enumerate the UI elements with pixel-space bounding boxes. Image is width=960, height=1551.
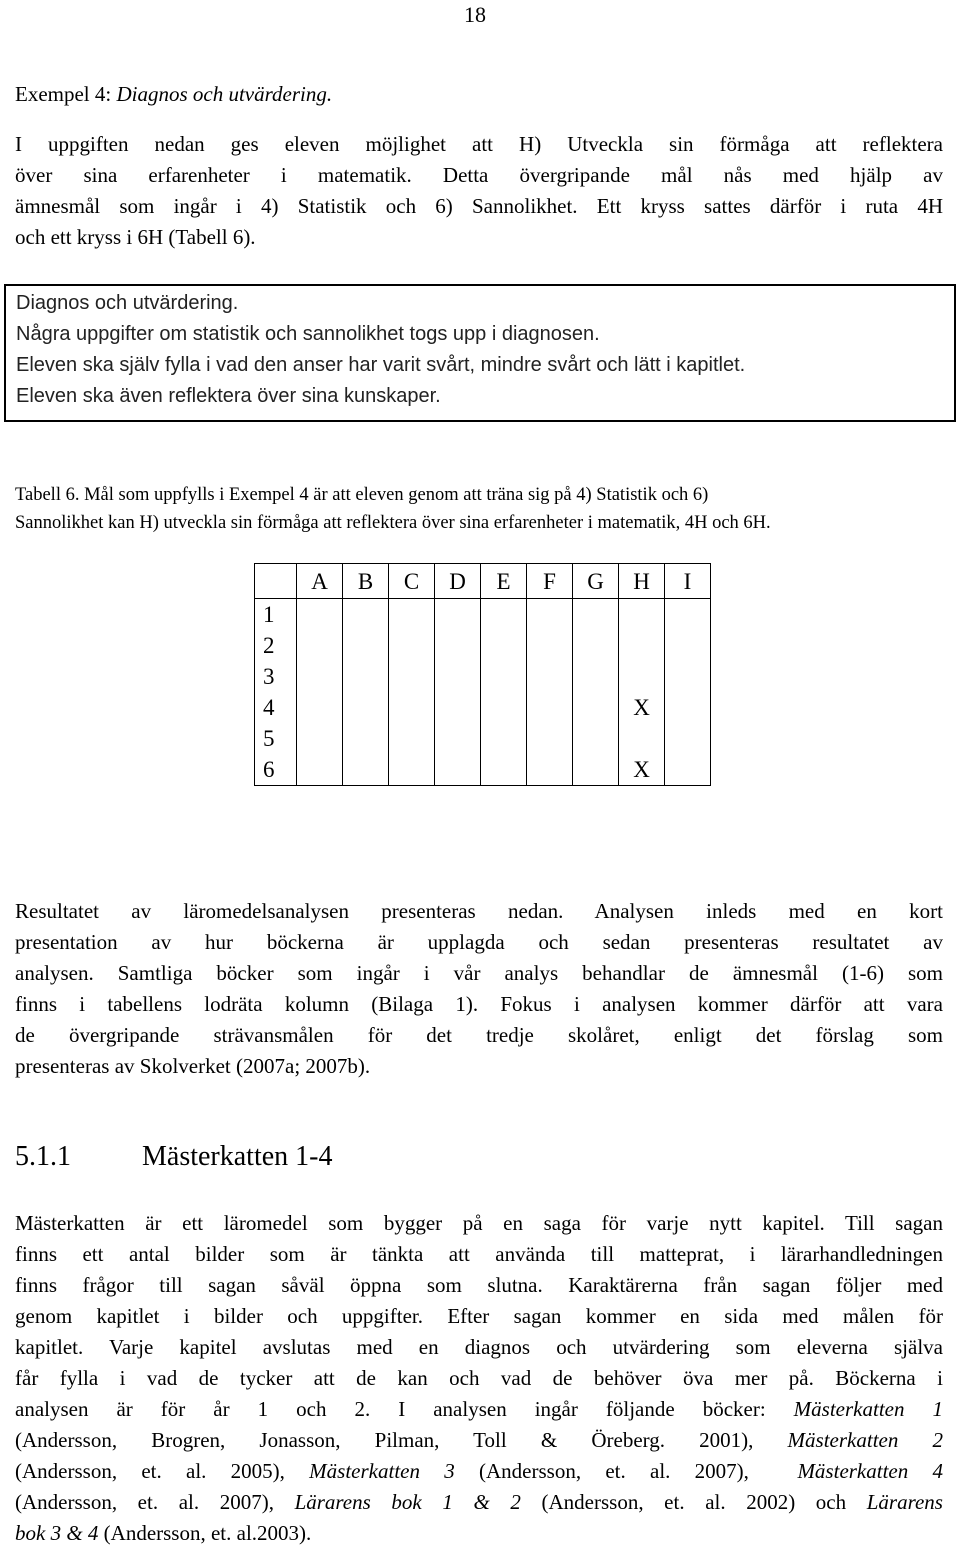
table-cell (527, 630, 573, 661)
table-cell (389, 692, 435, 723)
table-cell (527, 661, 573, 692)
column-header: I (665, 564, 711, 599)
text-run: (Andersson, et. al. 2007), (15, 1490, 295, 1514)
table-cell (619, 661, 665, 692)
text-run: (Andersson, et. al.2003). (98, 1521, 312, 1545)
table-cell (665, 599, 711, 631)
table-cell (573, 723, 619, 754)
results-line: presenteras av Skolverket (2007a; 2007b). (15, 1054, 371, 1078)
table-cell (435, 630, 481, 661)
goals-table (254, 563, 711, 786)
book-title: Lärarens (866, 1490, 943, 1514)
section-line: kapitlet. Varje kapitel avslutas med en diagnos och utvärdering som eleverna själva (15, 1335, 943, 1359)
table-cell (665, 661, 711, 692)
table-cell (297, 661, 343, 692)
box-line: Eleven ska även reflektera över sina kunskaper. (16, 385, 441, 407)
table-cell (435, 599, 481, 631)
table-cell (619, 723, 665, 754)
results-paragraph (15, 896, 943, 1082)
table-cell (665, 754, 711, 786)
results-line: Resultatet av läromedelsanalysen presenteras nedan. Analysen inleds med en kort (15, 899, 943, 923)
row-header: 2 (255, 630, 297, 661)
book-title: Mästerkatten 4 (797, 1459, 944, 1483)
results-line: analysen. Samtliga böcker som ingår i vår analys behandlar de ämnesmål (1-6) som (15, 961, 943, 985)
column-header: F (527, 564, 573, 599)
section-title: Mästerkatten 1-4 (142, 1141, 333, 1172)
section-number: 5.1.1 (15, 1141, 71, 1172)
section-line (15, 1487, 943, 1518)
table-cell (665, 723, 711, 754)
intro-line: I uppgiften nedan ges eleven möjlighet att H) Utveckla sin förmåga att reflektera (15, 132, 943, 156)
section-line: finns frågor till sagan såväl öppna som slutna. Karaktärerna från sagan följer med (15, 1273, 943, 1297)
table-cell (297, 723, 343, 754)
diagnosis-box (4, 284, 956, 422)
table-cell (665, 692, 711, 723)
table-cell (481, 723, 527, 754)
table-row (255, 630, 711, 661)
text-run: (Andersson, et. al. 2007), (454, 1459, 798, 1483)
table-cell (389, 754, 435, 786)
table-cell-mark: X (619, 754, 665, 786)
table-cell (297, 754, 343, 786)
table-cell (573, 692, 619, 723)
results-line: presentation av hur böckerna är upplagda och sedan presenteras resultatet av (15, 930, 943, 954)
column-header: H (619, 564, 665, 599)
section-line (15, 1425, 943, 1456)
page-number: 18 (464, 2, 486, 27)
row-header: 5 (255, 723, 297, 754)
intro-line: och ett kryss i 6H (Tabell 6). (15, 225, 256, 249)
table-cell (435, 754, 481, 786)
table-cell (481, 754, 527, 786)
table-cell (527, 754, 573, 786)
table-cell (297, 599, 343, 631)
intro-line: över sina erfarenheter i matematik. Detta övergripande mål nås med hjälp av (15, 163, 943, 187)
column-header: A (297, 564, 343, 599)
caption-line: Sannolikhet kan H) utveckla sin förmåga att reflektera över sina erfarenheter i matematik, 4H och 6H. (15, 513, 771, 533)
table-row (255, 599, 711, 631)
book-title: Mästerkatten 2 (787, 1428, 943, 1452)
text-run: (Andersson, et. al. 2002) och (520, 1490, 867, 1514)
intro-line: ämnesmål som ingår i 4) Statistik och 6) Sannolikhet. Ett kryss sattes därför i ruta 4H (15, 194, 943, 218)
book-title: Mästerkatten 1 (793, 1397, 943, 1421)
table-cell (435, 661, 481, 692)
table-cell (665, 630, 711, 661)
table-cell (481, 630, 527, 661)
table-cell (389, 599, 435, 631)
book-title: Lärarens bok 1 & 2 (294, 1490, 521, 1514)
table-cell (573, 661, 619, 692)
table-cell (527, 692, 573, 723)
section-paragraph (15, 1208, 943, 1549)
table-cell (343, 661, 389, 692)
example-title: Diagnos och utvärdering. (116, 82, 333, 106)
section-line: finns ett antal bilder som är tänkta att använda till matteprat, i lärarhandledningen (15, 1242, 943, 1266)
results-line: de övergripande strävansmålen för det tredje skolåret, enligt det förslag som (15, 1023, 943, 1047)
table-cell (573, 754, 619, 786)
table-cell (343, 692, 389, 723)
text-run: (Andersson, et. al. 2005), (15, 1459, 310, 1483)
results-line: finns i tabellens lodräta kolumn (Bilaga 1). Fokus i analysen kommer därför att vara (15, 992, 943, 1016)
box-line: Eleven ska själv fylla i vad den anser har varit svårt, mindre svårt och lätt i kapitlet. (16, 354, 746, 376)
table-cell (573, 630, 619, 661)
row-header: 3 (255, 661, 297, 692)
table-cell (435, 692, 481, 723)
table-cell (343, 599, 389, 631)
caption-line: Tabell 6. Mål som uppfylls i Exempel 4 är att eleven genom att träna sig på 4) Statistik och 6) (15, 485, 709, 505)
text-run: analysen är för år 1 och 2. I analysen ingår följande böcker: (15, 1397, 794, 1421)
box-line: Några uppgifter om statistik och sannolikhet togs upp i diagnosen. (16, 323, 600, 345)
column-header: D (435, 564, 481, 599)
table-cell (435, 723, 481, 754)
table-cell (343, 630, 389, 661)
row-header: 1 (255, 599, 297, 631)
table-row (255, 754, 711, 786)
table-cell (389, 630, 435, 661)
column-header: E (481, 564, 527, 599)
table-cell (343, 754, 389, 786)
table-cell (389, 661, 435, 692)
book-title: bok 3 & 4 (15, 1521, 99, 1545)
table-cell (527, 599, 573, 631)
table-cell (481, 661, 527, 692)
row-header: 4 (255, 692, 297, 723)
table-cell (297, 692, 343, 723)
table-cell (619, 599, 665, 631)
table-row (255, 661, 711, 692)
section-line: Mästerkatten är ett läromedel som bygger på en saga för varje nytt kapitel. Till sagan (15, 1211, 943, 1235)
section-line (15, 1394, 943, 1425)
table-row (255, 723, 711, 754)
section-heading (15, 1141, 333, 1173)
table-caption (15, 481, 943, 537)
table-row (255, 692, 711, 723)
table-cell (343, 723, 389, 754)
table-cell (297, 630, 343, 661)
table-header-row (255, 564, 711, 599)
column-header: B (343, 564, 389, 599)
table-cell (389, 723, 435, 754)
table-cell (619, 630, 665, 661)
table-cell (481, 692, 527, 723)
column-header: G (573, 564, 619, 599)
section-line (15, 1518, 943, 1549)
example-prefix: Exempel 4: (15, 82, 117, 106)
section-line: genom kapitlet i bilder och uppgifter. Efter sagan kommer en sida med målen för (15, 1304, 943, 1328)
row-header: 6 (255, 754, 297, 786)
table-cell-mark: X (619, 692, 665, 723)
table-cell (527, 723, 573, 754)
section-line: får fylla i vad de tycker att de kan och vad de behöver öva mer på. Böckerna i (15, 1366, 943, 1390)
section-line (15, 1456, 943, 1487)
table-corner-cell (255, 564, 297, 599)
example-heading (15, 79, 943, 110)
text-run: (Andersson, Brogren, Jonasson, Pilman, Toll & Öreberg. 2001), (15, 1428, 788, 1452)
table-cell (573, 599, 619, 631)
table-cell (481, 599, 527, 631)
intro-paragraph (15, 129, 943, 253)
book-title: Mästerkatten 3 (309, 1459, 455, 1483)
box-line: Diagnos och utvärdering. (16, 292, 239, 314)
column-header: C (389, 564, 435, 599)
